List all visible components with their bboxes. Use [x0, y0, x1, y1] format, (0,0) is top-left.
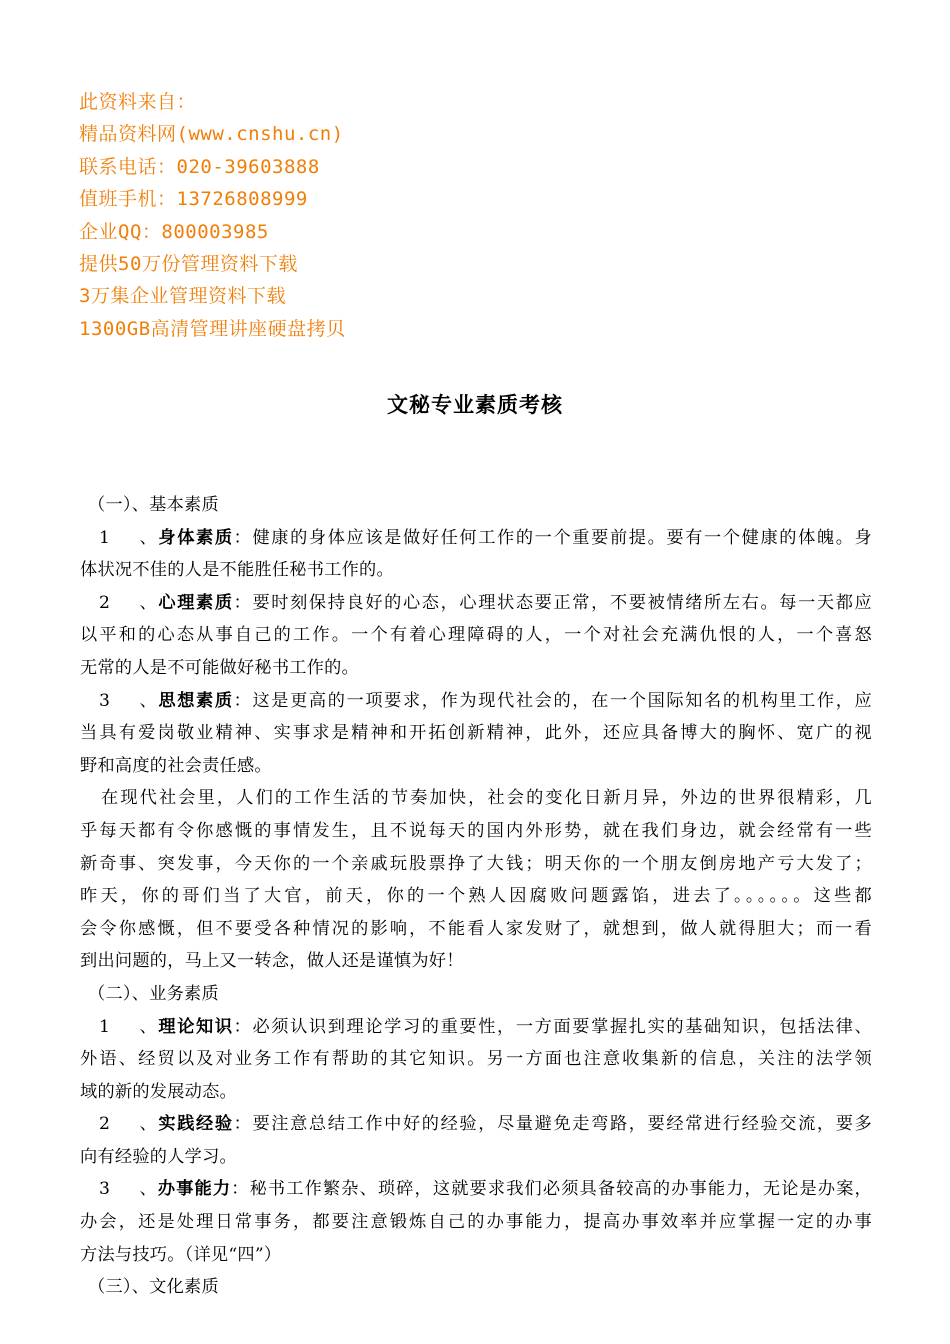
- item-label: 心理素质: [157, 592, 234, 613]
- item-theory-line-2: 外语、经贸以及对业务工作有帮助的其它知识。另一方面也注意收集新的信息，关注的法学领: [80, 1049, 872, 1070]
- ad-line-offer-videos: 3万集企业管理资料下载: [79, 285, 286, 308]
- item-number: 2、: [99, 1114, 157, 1135]
- item-ability-line-2: 办会，还是处理日常事务，都要注意锻炼自己的办事能力，提高办事效率并应掌握一定的办事: [80, 1212, 872, 1233]
- item-practice-line-1: [80, 1108, 872, 1141]
- item-theory-line-3: 域的新的发展动态。: [80, 1081, 237, 1102]
- item-text: ：必须认识到理论学习的重要性，一方面要掌握扎实的基础知识，包括法律、: [233, 1016, 872, 1037]
- item-label: 办事能力: [157, 1179, 232, 1200]
- ad-line-mobile: 值班手机：13726808999: [79, 188, 308, 211]
- paragraph-line-1: 在现代社会里，人们的工作生活的节奏加快，社会的变化日新月异，外边的世界很精彩，几: [101, 788, 872, 809]
- item-theory-line-1: [80, 1011, 872, 1044]
- item-ability-line-3: 方法与技巧。（详见“四”）: [80, 1244, 282, 1265]
- item-label: 身体素质: [157, 527, 234, 548]
- ad-line-qq: 企业QQ：800003985: [79, 220, 269, 243]
- ad-line-source: 此资料来自：: [79, 91, 197, 113]
- paragraph-line-2: 乎每天都有令你感慨的事情发生，且不说每天的国内外形势，就在我们身边，就会经常有一些: [80, 820, 872, 841]
- source-ad-block: [79, 86, 879, 345]
- item-psych-line-1: [80, 587, 872, 620]
- paragraph-line-4: 昨天，你的哥们当了大官，前天，你的一个熟人因腐败问题露馅，进去了。。。。。。这些都: [80, 886, 872, 907]
- section-heading-culture: （三）、文化素质: [88, 1277, 219, 1298]
- ad-line-website: 精品资料网(www.cnshu.cn): [79, 123, 344, 146]
- item-practice-line-2: 向有经验的人学习。: [80, 1146, 237, 1167]
- item-label: 理论知识: [157, 1016, 234, 1037]
- document-body: [80, 489, 872, 1304]
- item-label: 思想素质: [157, 690, 234, 711]
- item-ideology-line-2: 当具有爱岗敬业精神、实事求是精神和开拓创新精神，此外，还应具备博大的胸怀、宽广的视: [80, 723, 872, 744]
- item-physical-line-1: [80, 522, 872, 555]
- item-text: ：秘书工作繁杂、琐碎，这就要求我们必须具备较高的办事能力，无论是办案，: [231, 1179, 872, 1200]
- document-title: 文秘专业素质考核: [387, 393, 563, 417]
- ad-line-offer-docs: 提供50万份管理资料下载: [79, 252, 298, 275]
- paragraph-line-6: 到出问题的，马上又一转念，做人还是谨慎为好！: [80, 951, 464, 972]
- ad-line-offer-lectures: 1300GB高清管理讲座硬盘拷贝: [79, 317, 346, 340]
- section-heading-basic: （一）、基本素质: [88, 495, 219, 515]
- item-text: ：这是更高的一项要求，作为现代社会的，在一个国际知名的机构里工作，应: [233, 690, 872, 711]
- item-text: ：要时刻保持良好的心态，心理状态要正常，不要被情绪所左右。每一天都应: [233, 592, 872, 613]
- item-psych-line-2: 以平和的心态从事自己的工作。一个有着心理障碍的人，一个对社会充满仇恨的人，一个喜怒: [80, 625, 872, 646]
- item-physical-line-2: 体状况不佳的人是不能胜任秘书工作的。: [80, 560, 394, 581]
- item-number: 2、: [99, 592, 157, 613]
- ad-line-phone: 联系电话：020-39603888: [79, 155, 320, 178]
- paragraph-line-5: 会令你感慨，但不要受各种情况的影响，不能看人家发财了，就想到，做人就得胆大；而一看: [80, 918, 872, 939]
- item-number: 3、: [99, 690, 157, 711]
- item-text: ：要注意总结工作中好的经验，尽量避免走弯路，要经常进行经验交流，要多: [233, 1114, 872, 1135]
- item-ideology-line-1: [80, 685, 872, 718]
- item-number: 1、: [99, 527, 157, 548]
- item-number: 3、: [99, 1179, 157, 1200]
- item-number: 1、: [99, 1016, 157, 1037]
- item-ideology-line-3: 野和高度的社会责任感。: [80, 755, 272, 776]
- paragraph-line-3: 新奇事、突发事，今天你的一个亲戚玩股票挣了大钱；明天你的一个朋友倒房地产亏大发了；: [80, 853, 872, 874]
- item-ability-line-1: [80, 1173, 872, 1206]
- item-psych-line-3: 无常的人是不可能做好秘书工作的。: [80, 657, 360, 678]
- item-text: ：健康的身体应该是做好任何工作的一个重要前提。要有一个健康的体魄。身: [233, 527, 872, 548]
- section-heading-business: （二）、业务素质: [88, 983, 219, 1004]
- item-label: 实践经验: [157, 1114, 234, 1135]
